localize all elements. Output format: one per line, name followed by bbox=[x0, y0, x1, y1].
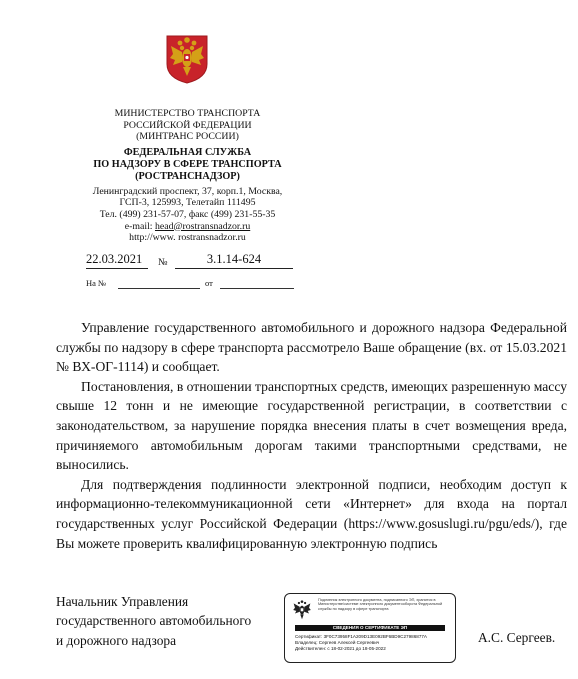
body-paragraph: Для подтверждения подлинности электронной подписи, необходим доступ к информационно-телекоммуникационной сети «Интернет» для входа на портал государственных услуг Российской Федерации (https://www.gosuslugi.ru/pgu/eds/), где Вы можете проверить квалифицированную электронную подпись bbox=[56, 476, 567, 551]
service-name-line: ПО НАДЗОРУ В СФЕРЕ ТРАНСПОРТА bbox=[93, 158, 282, 170]
stamp-note: Подлинник электронного документа, подписанного ЭП, хранится в Министерстве/системе электронного документооборота Федеральной службы по надзору в сфере транспорта bbox=[318, 598, 443, 611]
body-paragraph: Постановления, в отношении транспортных средств, имеющих разрешенную массу свыше 12 тонн и не имеющие государственной регистрации, в соответствии с законодательством, за нарушение порядка внесения платы в счет возмещения вреда, причиняемого автомобильным дорогам такими транспортными средствами, не выносились. bbox=[56, 378, 567, 473]
reference-date-label: от bbox=[205, 278, 213, 288]
body-paragraph: Управление государственного автомобильного и дорожного надзора Федеральной службы по надзору в сфере транспорта рассмотрело Ваше обращение (вх. от 15.03.2021 № ВХ-ОГ-1114) и сообщает. bbox=[56, 320, 567, 375]
signer-position-line: и дорожного надзора bbox=[56, 632, 177, 648]
signer-name: А.С. Сергеев. bbox=[478, 630, 556, 645]
email-prefix: e-mail: bbox=[124, 220, 155, 232]
phone-line: Тел. (499) 231-57-07, факс (499) 231-55-35 bbox=[99, 208, 276, 220]
service-name-line: ФЕДЕРАЛЬНАЯ СЛУЖБА bbox=[123, 146, 252, 158]
reference-number-line bbox=[118, 288, 200, 289]
document-date: 22.03.2021 bbox=[86, 252, 148, 269]
website-line[interactable]: http://www. rostransnadzor.ru bbox=[129, 232, 246, 244]
reference-date-line bbox=[220, 288, 294, 289]
address-line: ГСП-3, 125993, Телетайп 111495 bbox=[119, 197, 256, 209]
email-line bbox=[60, 221, 315, 233]
address-line: Ленинградский проспект, 37, корп.1, Москва, bbox=[92, 185, 283, 197]
signer-position bbox=[56, 592, 251, 650]
signer-position-line: Начальник Управления bbox=[56, 594, 189, 609]
electronic-signature-stamp bbox=[284, 593, 456, 663]
number-sign: № bbox=[158, 257, 168, 268]
letter-body bbox=[56, 318, 567, 553]
reference-number-label: На № bbox=[86, 278, 107, 288]
owner-line: Владелец: Сергеев Алексей Сергеевич bbox=[295, 640, 380, 645]
email-link[interactable]: head@rostransnadzor.ru bbox=[154, 220, 251, 232]
stamp-title: СВЕДЕНИЯ О СЕРТИФИКАТЕ ЭП bbox=[295, 625, 445, 631]
ministry-line: (МИНТРАНС РОССИИ) bbox=[136, 131, 239, 143]
certificate-line: Сертификат: 3F0C73958F1A209D13E092BF6BD9C27986877A bbox=[295, 634, 427, 639]
ministry-line: РОССИЙСКОЙ ФЕДЕРАЦИИ bbox=[123, 119, 252, 131]
coat-of-arms-icon bbox=[165, 34, 209, 84]
letterhead bbox=[60, 108, 315, 244]
document-number: 3.1.14-624 bbox=[175, 252, 293, 269]
stamp-emblem-icon bbox=[292, 599, 312, 621]
service-name-line: (РОСТРАНСНАДЗОР) bbox=[135, 170, 240, 182]
validity-line: Действителен: с 18-02-2021 до 18-05-2022 bbox=[295, 646, 386, 651]
ministry-line: МИНИСТЕРСТВО ТРАНСПОРТА bbox=[114, 108, 261, 119]
signer-position-line: государственного автомобильного bbox=[56, 613, 252, 629]
